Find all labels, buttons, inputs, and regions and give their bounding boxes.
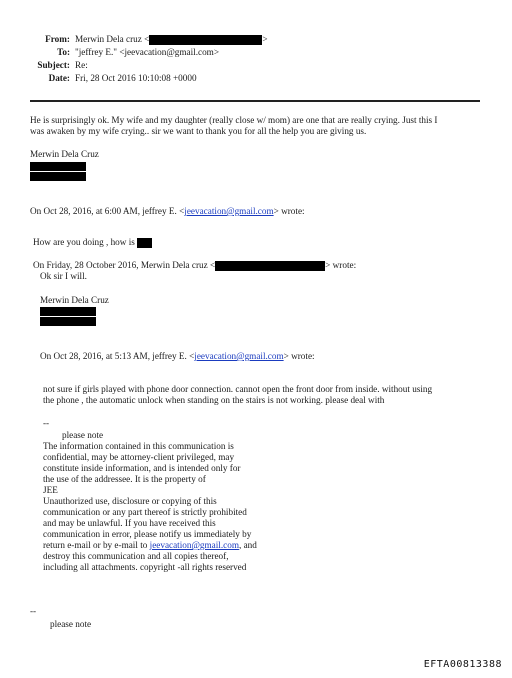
body-line-2: was awaken by my wife crying.. sir we want to thank you for all the help you are giving us. <box>30 126 367 136</box>
email-link[interactable]: jeevacation@gmail.com <box>149 540 239 550</box>
disclaimer-line: communication or any part thereof is strictly prohibited <box>43 507 247 517</box>
subject-value: Re: <box>75 60 88 70</box>
to-value: "jeffrey E." <jeevacation@gmail.com> <box>75 47 220 57</box>
signature: Merwin Dela Cruz <box>30 149 99 159</box>
disclaimer-line: communication in error, please notify us immediately by <box>43 529 252 539</box>
date-label: Date: <box>48 73 70 83</box>
disclaimer-email-line: return e-mail or by e-mail to jeevacation@gmail.com, and <box>43 540 257 550</box>
quote-header-3: On Oct 28, 2016, at 5:13 AM, jeffrey E. <jeevacation@gmail.com> wrote: <box>40 351 315 361</box>
disclaimer-line: including all attachments. copyright -all rights reserved <box>43 562 247 572</box>
header-divider <box>30 100 480 102</box>
quote-header-1: On Oct 28, 2016, at 6:00 AM, jeffrey E. <jeevacation@gmail.com> wrote: <box>30 206 305 216</box>
signature-2: Merwin Dela Cruz <box>40 295 109 305</box>
redaction-block <box>40 307 96 316</box>
disclaimer-line: JEE <box>43 485 58 495</box>
disclaimer-line: confidential, may be attorney-client privileged, may <box>43 452 235 462</box>
email-link[interactable]: jeevacation@gmail.com <box>194 351 284 361</box>
how-are-you-line: How are you doing , how is <box>33 237 152 249</box>
email-link[interactable]: jeevacation@gmail.com <box>184 206 274 216</box>
redaction-block <box>40 317 96 326</box>
redaction-block <box>215 261 325 271</box>
disclaimer-line: and may be unlawful. If you have received this <box>43 518 216 528</box>
body-line-1: He is surprisingly ok. My wife and my daughter (really close w/ mom) are one that are really crying. Just this I <box>30 115 438 125</box>
inner-line-2: the phone , the automatic unlock when standing on the stairs is not working. please deal with <box>43 395 385 405</box>
signature-dashes: -- <box>43 418 50 428</box>
redaction-block <box>30 172 86 181</box>
from-label: From: <box>45 34 70 44</box>
please-note-2: please note <box>50 619 92 629</box>
redaction-block <box>137 238 152 248</box>
quote-header-2: On Friday, 28 October 2016, Merwin Dela cruz < > wrote: <box>33 260 357 270</box>
subject-label: Subject: <box>37 60 70 70</box>
ok-sir-line: Ok sir I will. <box>40 271 87 281</box>
to-label: To: <box>57 47 70 57</box>
inner-line-1: not sure if girls played with phone door connection. cannot open the front door from inside. without using <box>43 384 433 394</box>
disclaimer-line: destroy this communication and all copies thereof, <box>43 551 229 561</box>
disclaimer-line: The information contained in this communication is <box>43 441 234 451</box>
document-id: EFTA00813388 <box>423 658 502 670</box>
signature-dashes: -- <box>30 606 37 616</box>
from-value: Merwin Dela cruz < > <box>75 34 268 44</box>
disclaimer-line: Unauthorized use, disclosure or copying of this <box>43 496 217 506</box>
date-value: Fri, 28 Oct 2016 10:10:08 +0000 <box>75 73 197 83</box>
redaction-block <box>30 162 86 171</box>
please-note-1: please note <box>62 430 104 440</box>
disclaimer-line: the use of the addressee. It is the property of <box>43 474 206 484</box>
disclaimer-line: constitute inside information, and is intended only for <box>43 463 241 473</box>
redaction-block <box>149 35 262 45</box>
